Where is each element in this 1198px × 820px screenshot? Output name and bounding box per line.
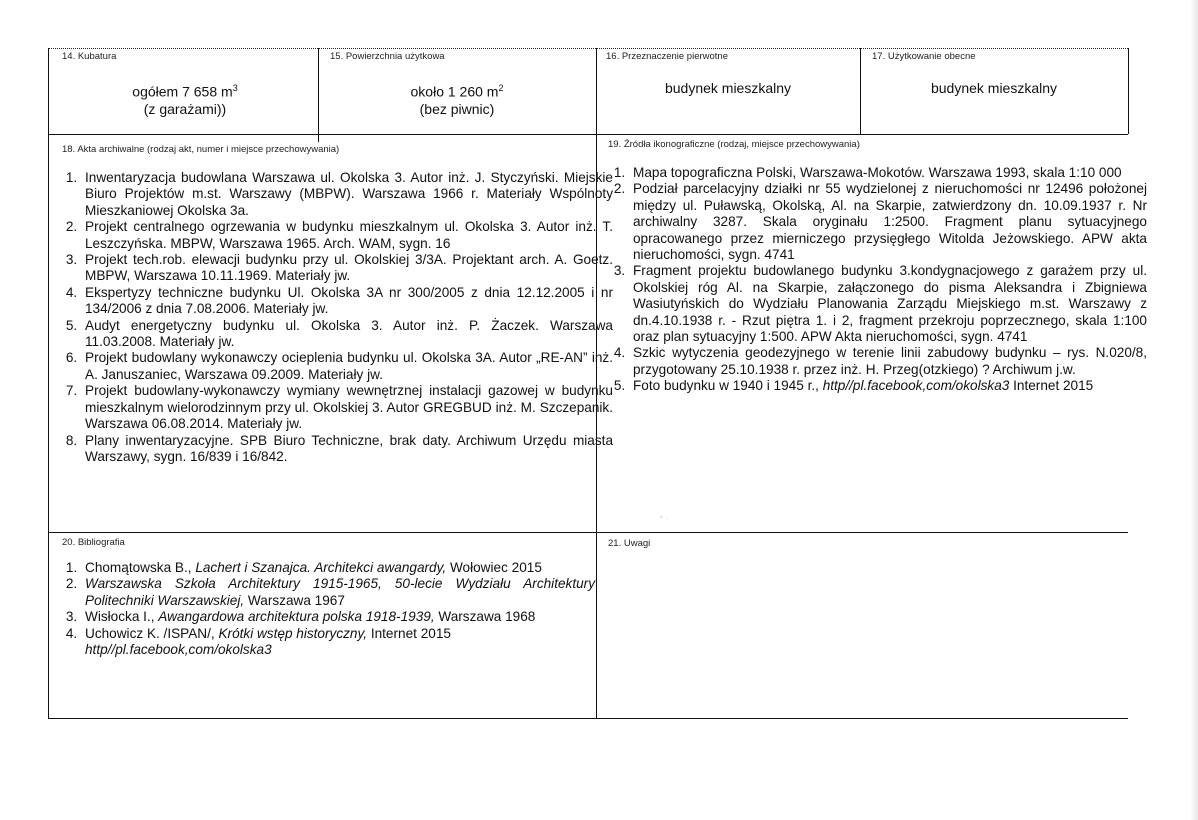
bib-publication: Warszawa 1967 <box>244 592 345 608</box>
field-14-value <box>60 80 310 118</box>
field-17-value: budynek mieszkalny <box>930 80 1058 96</box>
list-item: 8. Plany inwentaryzacyjne. SPB Biuro Techniczne, brak daty. Archiwum Urzędu miasta Warszawy, sygn. 16/839 i 16/842. <box>81 433 613 466</box>
list-item: 4. Szkic wytyczenia geodezyjnego w terenie linii zabudowy budynku – rys. N.020/8, przygotowany 25.10.1938 r. przez inż. H. Przeg(otzkiego) ? Archiwum j.w. <box>629 345 1147 378</box>
row2-bottom-rule <box>48 532 1128 533</box>
bib-author: Wisłocka I., <box>85 609 159 625</box>
field-14-value-note: (z garażami)) <box>143 100 227 117</box>
list-item: 5. Audyt energetyczny budynku ul. Okolska 3. Autor inż. P. Żaczek. Warszawa 11.03.2008. Materiały jw. <box>81 318 613 351</box>
bib-title: Warszawska Szkoła Architektury 1915-1965, 50-lecie Wydziału Architektury Politechniki Warszawskiej, <box>85 576 595 608</box>
field-17-label: 17. Użytkowanie obecne <box>872 51 976 62</box>
iconographic-sources-list <box>604 165 1147 395</box>
scan-edge-shadow <box>1190 0 1198 820</box>
list-item: 4. Ekspertyzy techniczne budynku Ul. Okolska 3A nr 300/2005 z dnia 12.12.2005 i nr 134/2006 z dnia 7.08.2006. Materiały jw. <box>81 285 613 318</box>
field-19-label: 19. Źródła ikonograficzne (rodzaj, miejsce przechowywania) <box>608 139 860 150</box>
bib-title: Awangardowa architektura polska 1918-1939, <box>158 609 435 625</box>
row1-bottom-rule <box>48 134 1128 135</box>
top-dotted-rule <box>48 48 1128 49</box>
list-item: 3. Projekt tech.rob. elewacji budynku przy ul. Okolskiej 3/3A. Projektant arch. A. Goetz. MBPW, Warszawa 10.11.1969. Materiały jw. <box>81 252 613 285</box>
source-text: Foto budynku w 1940 i 1945 r., <box>633 378 823 394</box>
list-item: 3. Fragment projektu budowlanego budynku 3.kondygnacjowego z garażem przy ul. Okolskiej róg Al. na Skarpie, załączonego do pisma Aleksandra i Zbigniewa Wasiutyńskich do Wydziału Planowania Zarządu Miejskiego m.st. Warszawy z dn.4.10.1938 r. - Rzut piętra 1. i 2, fragment przekroju poprzecznego, skala 1:100 oraz plan sytuacyjny 1:500. APW Akta nieruchomości, sygn. 4741 <box>629 263 1147 345</box>
bib-publication: Wołowiec 2015 <box>446 560 542 575</box>
field-14-value-unit-exp: 3 <box>232 83 238 93</box>
source-link-text: http//pl.facebook,com/okolska3 <box>822 378 1010 394</box>
bibliography-list <box>56 560 595 658</box>
left-border <box>48 48 49 718</box>
list-item <box>81 560 595 576</box>
bib-title: Lachert i Szanajca. Architekci awangardy, <box>195 560 447 575</box>
field-14-label: 14. Kubatura <box>62 51 117 62</box>
field-21-label: 21. Uwagi <box>608 538 651 549</box>
list-item: 6. Projekt budowlany wykonawczy ocieplenia budynku ul. Okolska 3A. Autor „RE-AN” inż. A. Januszaniec, Warszawa 09.2009. Materiały jw. <box>81 350 613 383</box>
field-18-label: 18. Akta archiwalne (rodzaj akt, numer i miejsce przechowywania) <box>62 144 340 155</box>
list-item: 2. Projekt centralnego ogrzewania w budynku mieszkalnym ul. Okolska 3. Autor inż. T. Leszczyńska. MBPW, Warszawa 1965. Arch. WAM, sygn. 16 <box>81 219 613 252</box>
list-item: 7. Projekt budowlany-wykonawczy wymiany wewnętrznej instalacji gazowej w budynku mieszkalnym wielorodzinnym przy ul. Okolskiej 3. Autor GREGBUD inż. M. Szczepanik. Warszawa 06.08.2014. Materiały jw. <box>81 383 613 432</box>
bottom-rule <box>48 718 1128 719</box>
source-tail: Internet 2015 <box>1009 378 1094 394</box>
field-14-value-main: ogółem 7 658 m <box>132 83 233 100</box>
field-16-value: budynek mieszkalny <box>664 80 792 96</box>
list-item <box>81 609 595 625</box>
bib-publication: Warszawa 1968 <box>434 609 536 625</box>
list-item <box>629 378 1147 394</box>
field-20-label: 20. Bibliografia <box>62 537 125 548</box>
list-item <box>81 576 595 609</box>
field-15-label: 15. Powierzchnia użytkowa <box>330 51 445 62</box>
archival-files-list <box>56 170 613 465</box>
bib-author: Uchowicz K. /ISPAN/, <box>85 625 219 641</box>
field-15-value-unit-exp: 2 <box>498 83 504 93</box>
field-15-value-main: około 1 260 m <box>410 83 499 100</box>
field-15-value <box>322 80 592 118</box>
bib-publication: Internet 2015 <box>367 625 451 641</box>
list-item: 2. Podział parcelacyjny działki nr 55 wydzielonej z nieruchomości nr 12496 położonej między ul. Puławską, Okolską, Al. na Skarpie, zatwierdzony dn. 10.09.1937 r. Nr archiwalny 3287. Skala oryginału 1:2500. Fragment planu sytuacyjnego opracowanego przez mierniczego przysięgłego Witolda Jeżowskiego. APW akta nieruchomości, sygn. 4741 <box>629 181 1147 263</box>
field-16-label: 16. Przeznaczenie pierwotne <box>606 51 728 62</box>
divider-14-15 <box>318 48 319 142</box>
list-item: 1. Inwentaryzacja budowlana Warszawa ul. Okolska 3. Autor inż. J. Styczyński. Miejskie Biuro Projektów m.st. Warszawy (MBPW). Warszawa 1966 r. Materiały Wspólnoty Mieszkaniowej Okolska 3a. <box>81 170 613 219</box>
field-15-value-note: (bez piwnic) <box>419 100 495 117</box>
bib-author: Chomątowska B., <box>85 560 196 575</box>
divider-16-17 <box>860 48 861 134</box>
bib-link: http//pl.facebook,com/okolska3 <box>85 642 272 658</box>
scan-specks: ﾞ ˑ <box>660 516 669 525</box>
right-border <box>1128 48 1129 134</box>
bib-title: Krótki wstęp historyczny, <box>218 625 368 641</box>
list-item: 1. Mapa topograficzna Polski, Warszawa-Mokotów. Warszawa 1993, skala 1:10 000 <box>629 165 1147 181</box>
list-item <box>81 626 595 659</box>
